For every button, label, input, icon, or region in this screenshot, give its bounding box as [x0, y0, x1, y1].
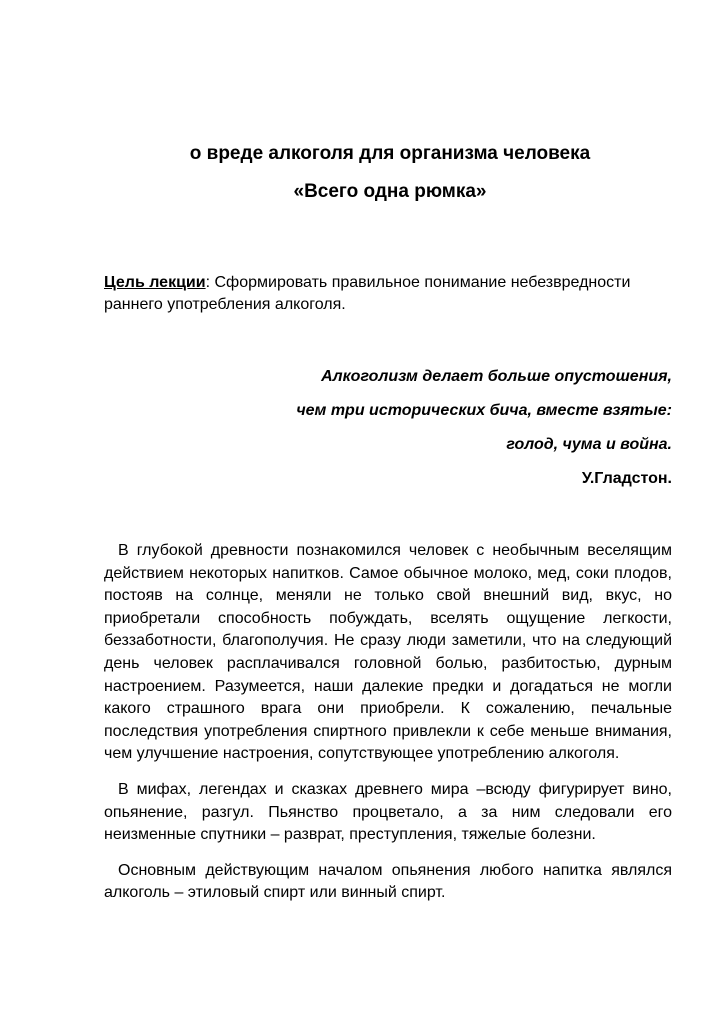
paragraph: В мифах, легендах и сказках древнего мира –всюду фигурирует вино, опьянение, разгул. Пьянство процветало, а за ним следовали его неизменные спутники – разврат, преступления, тяжелые болезни. — [104, 780, 672, 844]
lecture-goal — [104, 272, 684, 316]
paragraph: В глубокой древности познакомился человек с необычным веселящим действием некоторых напитков. Самое обычное молоко, мед, соки плодов, постояв на солнце, меняли не только свой внешний вид, вкус, но приобретали способность побуждать, вселять ощущение легкости, беззаботности, благополучия. Не сразу люди заметили, что на следующий день человек расплачивался головной болью, разбитостью, дурным настроением. Разумеется, наши далекие предки и догадаться не могли какого страшного врага они приобрели. К сожалению, печальные последствия употребления спиртного привлекли к себе меньше внимания, чем улучшение настроения, сопутствующее употреблению алкоголя. — [104, 542, 672, 763]
document-subtitle: «Всего одна рюмка» — [293, 181, 487, 202]
epigraph-line-3: голод, чума и война. — [506, 436, 672, 453]
document-title: о вреде алкоголя для организма человека — [189, 143, 591, 164]
epigraph — [112, 366, 672, 490]
epigraph-line-2: чем три исторических бича, вместе взятые: — [296, 402, 672, 419]
body-text — [104, 540, 672, 918]
lecture-goal-text: : Сформировать правильное понимание небезвредности раннего употребления алкоголя. — [104, 274, 631, 313]
paragraph: Основным действующим началом опьянения любого напитка являлся алкоголь – этиловый спирт или винный спирт. — [104, 861, 672, 902]
epigraph-author: У.Гладстон. — [581, 470, 672, 487]
epigraph-line-1: Алкоголизм делает больше опустошения, — [321, 368, 672, 385]
lecture-goal-label: Цель лекции — [104, 274, 206, 291]
